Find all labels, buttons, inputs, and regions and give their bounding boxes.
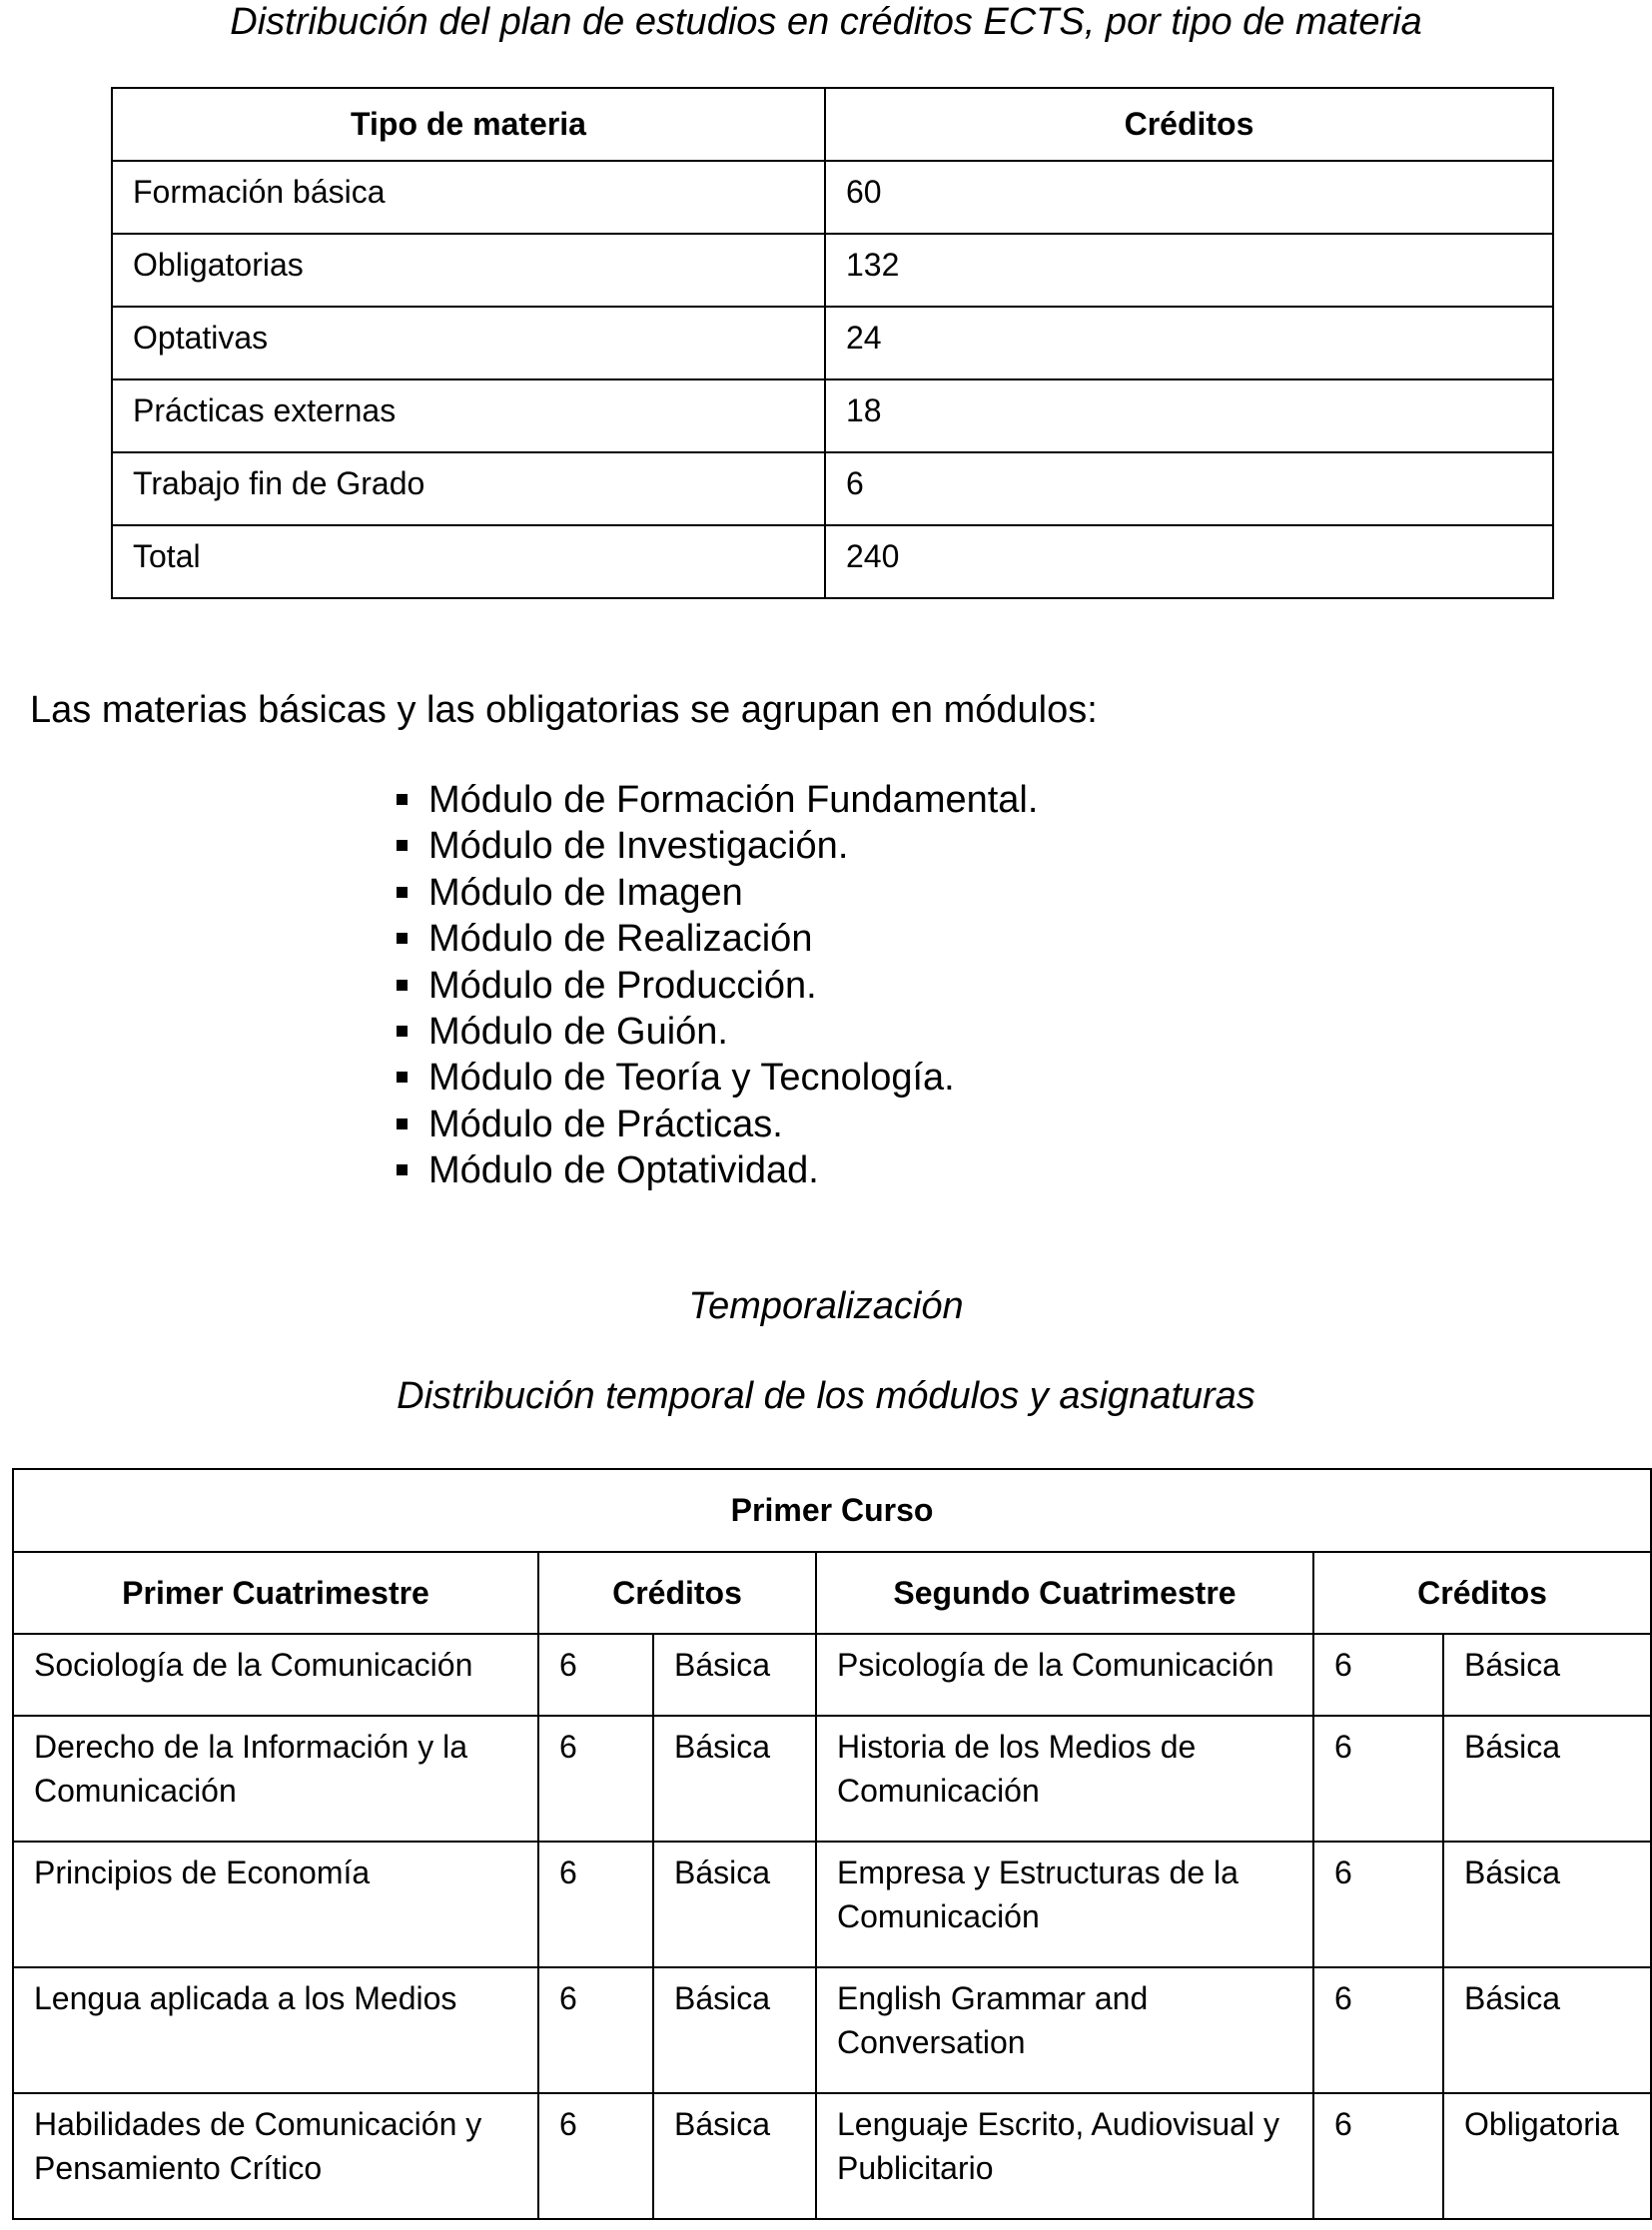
table-row <box>112 161 1553 234</box>
creditos-cell: 240 <box>825 525 1553 598</box>
s2-type-cell: Básica <box>1443 1842 1651 1967</box>
creditos-cell: 60 <box>825 161 1553 234</box>
modules-list <box>397 777 1038 1194</box>
tipo-cell: Total <box>112 525 825 598</box>
s1-credits-cell: 6 <box>538 2093 653 2219</box>
square-bullet-icon <box>397 1118 408 1129</box>
table-row <box>13 1634 1651 1716</box>
module-label: Módulo de Imagen <box>428 871 743 914</box>
square-bullet-icon <box>397 1072 408 1083</box>
column-header-credits-2: Créditos <box>1313 1552 1651 1634</box>
s1-credits-cell: 6 <box>538 1842 653 1967</box>
s1-type-cell: Básica <box>653 1634 816 1716</box>
s2-subject-cell: Psicología de la Comunicación <box>816 1634 1313 1716</box>
table-row <box>13 1967 1651 2093</box>
s1-type-cell: Básica <box>653 2093 816 2219</box>
s1-subject-cell: Lengua aplicada a los Medios <box>13 1967 538 2093</box>
square-bullet-icon <box>397 1026 408 1037</box>
list-item <box>397 1009 1038 1055</box>
s1-subject-cell: Habilidades de Comunicación y Pensamiento Crítico <box>13 2093 538 2219</box>
module-label: Módulo de Teoría y Tecnología. <box>428 1057 955 1100</box>
square-bullet-icon <box>397 933 408 944</box>
s1-credits-cell: 6 <box>538 1716 653 1842</box>
s1-subject-cell: Sociología de la Comunicación <box>13 1634 538 1716</box>
tipo-cell: Trabajo fin de Grado <box>112 452 825 525</box>
square-bullet-icon <box>397 840 408 851</box>
creditos-cell: 24 <box>825 307 1553 379</box>
first-year-schedule-table <box>12 1468 1652 2220</box>
table-row <box>112 234 1553 307</box>
module-label: Módulo de Realización <box>428 918 813 961</box>
temporalizacion-heading: Temporalización <box>688 1285 964 1327</box>
s1-type-cell: Básica <box>653 1967 816 2093</box>
list-item <box>397 1102 1038 1147</box>
s2-credits-cell: 6 <box>1313 1842 1443 1967</box>
tipo-cell: Prácticas externas <box>112 379 825 452</box>
table-row <box>13 2093 1651 2219</box>
s2-type-cell: Básica <box>1443 1634 1651 1716</box>
table-header-row <box>13 1552 1651 1634</box>
table-title-row <box>13 1469 1651 1552</box>
credits-by-type-table <box>111 87 1554 599</box>
tipo-cell: Formación básica <box>112 161 825 234</box>
list-item <box>397 870 1038 916</box>
s1-credits-cell: 6 <box>538 1634 653 1716</box>
s2-credits-cell: 6 <box>1313 2093 1443 2219</box>
table-row <box>112 379 1553 452</box>
square-bullet-icon <box>397 1164 408 1175</box>
module-label: Módulo de Investigación. <box>428 825 849 868</box>
s2-credits-cell: 6 <box>1313 1634 1443 1716</box>
module-label: Módulo de Formación Fundamental. <box>428 779 1039 821</box>
tipo-cell: Obligatorias <box>112 234 825 307</box>
schedule-table-caption: Distribución temporal de los módulos y asignaturas <box>397 1375 1255 1417</box>
square-bullet-icon <box>397 794 408 805</box>
credits-table-caption: Distribución del plan de estudios en créditos ECTS, por tipo de materia <box>230 1 1422 43</box>
square-bullet-icon <box>397 980 408 991</box>
s2-type-cell: Obligatoria <box>1443 2093 1651 2219</box>
square-bullet-icon <box>397 887 408 898</box>
s1-type-cell: Básica <box>653 1716 816 1842</box>
module-label: Módulo de Prácticas. <box>428 1103 783 1145</box>
s1-credits-cell: 6 <box>538 1967 653 2093</box>
s2-subject-cell: Lenguaje Escrito, Audiovisual y Publicitario <box>816 2093 1313 2219</box>
creditos-cell: 6 <box>825 452 1553 525</box>
list-item <box>397 823 1038 869</box>
s2-subject-cell: Historia de los Medios de Comunicación <box>816 1716 1313 1842</box>
table-row <box>112 307 1553 379</box>
column-header-first-semester: Primer Cuatrimestre <box>13 1552 538 1634</box>
list-item <box>397 963 1038 1009</box>
s1-type-cell: Básica <box>653 1842 816 1967</box>
s1-subject-cell: Principios de Economía <box>13 1842 538 1967</box>
modules-intro-paragraph: Las materias básicas y las obligatorias se agrupan en módulos: <box>30 689 1098 731</box>
course-title: Primer Curso <box>13 1469 1651 1552</box>
column-header-creditos: Créditos <box>825 88 1553 161</box>
module-label: Módulo de Guión. <box>428 1010 728 1053</box>
table-row <box>13 1842 1651 1967</box>
column-header-tipo: Tipo de materia <box>112 88 825 161</box>
s2-type-cell: Básica <box>1443 1967 1651 2093</box>
s2-type-cell: Básica <box>1443 1716 1651 1842</box>
list-item <box>397 1055 1038 1101</box>
s2-credits-cell: 6 <box>1313 1967 1443 2093</box>
table-row <box>112 452 1553 525</box>
module-label: Módulo de Producción. <box>428 964 817 1007</box>
s1-subject-cell: Derecho de la Información y la Comunicación <box>13 1716 538 1842</box>
s2-subject-cell: Empresa y Estructuras de la Comunicación <box>816 1842 1313 1967</box>
column-header-credits-1: Créditos <box>538 1552 816 1634</box>
creditos-cell: 18 <box>825 379 1553 452</box>
table-row-total <box>112 525 1553 598</box>
list-item <box>397 1147 1038 1193</box>
s2-subject-cell: English Grammar and Conversation <box>816 1967 1313 2093</box>
s2-credits-cell: 6 <box>1313 1716 1443 1842</box>
list-item <box>397 916 1038 962</box>
creditos-cell: 132 <box>825 234 1553 307</box>
table-row <box>13 1716 1651 1842</box>
list-item <box>397 777 1038 823</box>
module-label: Módulo de Optatividad. <box>428 1149 819 1192</box>
table-header-row <box>112 88 1553 161</box>
column-header-second-semester: Segundo Cuatrimestre <box>816 1552 1313 1634</box>
tipo-cell: Optativas <box>112 307 825 379</box>
